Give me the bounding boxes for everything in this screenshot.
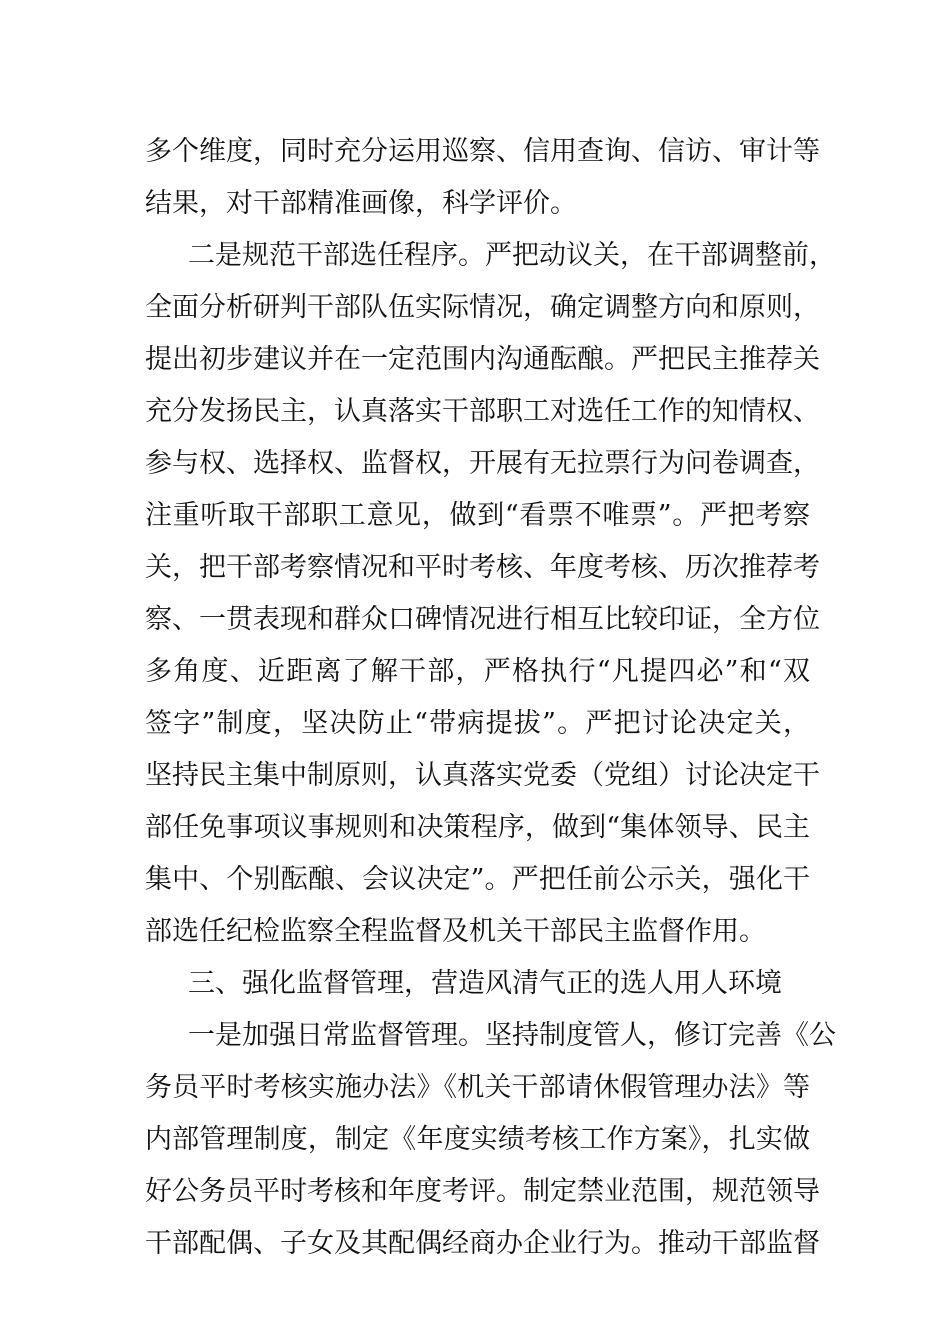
text-line: 部任免事项议事规则和决策程序，做到“集体领导、民主 — [145, 812, 810, 843]
text-line: 内部管理制度，制定《年度实绩考核工作方案》，扎实做 — [145, 1124, 810, 1155]
text-line: 充分发扬民主，认真落实干部职工对选任工作的知情权、 — [145, 396, 820, 427]
paragraph-first-line: 二是规范干部选任程序。严把动议关，在干部调整前， — [188, 240, 836, 271]
text-line: 多角度、近距离了解干部，严格执行“凡提四必”和“双 — [145, 656, 810, 687]
text-line: 多个维度，同时充分运用巡察、信用查询、信访、审计等 — [145, 136, 820, 167]
text-line: 提出初步建议并在一定范围内沟通酝酿。严把民主推荐关 — [145, 344, 820, 375]
text-line: 部选任纪检监察全程监督及机关干部民主监督作用。 — [145, 916, 766, 947]
text-line: 注重听取干部职工意见，做到“看票不唯票”。严把考察 — [145, 500, 810, 531]
text-line: 干部配偶、子女及其配偶经商办企业行为。推动干部监督 — [145, 1228, 820, 1259]
text-line: 结果，对干部精准画像，科学评价。 — [145, 188, 577, 219]
section-heading: 三、强化监督管理，营造风清气正的选人用人环境 — [188, 968, 782, 999]
text-line: 集中、个别酝酿、会议决定”。严把任前公示关，强化干 — [145, 864, 810, 895]
text-line: 全面分析研判干部队伍实际情况，确定调整方向和原则， — [145, 292, 820, 323]
text-line: 参与权、选择权、监督权，开展有无拉票行为问卷调查， — [145, 448, 820, 479]
text-line: 关，把干部考察情况和平时考核、年度考核、历次推荐考 — [145, 552, 820, 583]
text-line: 察、一贯表现和群众口碑情况进行相互比较印证，全方位 — [145, 604, 820, 635]
text-line: 好公务员平时考核和年度考评。制定禁业范围，规范领导 — [145, 1176, 820, 1207]
text-line: 签字”制度，坚决防止“带病提拔”。严把讨论决定关， — [145, 708, 810, 739]
paragraph-first-line: 一是加强日常监督管理。坚持制度管人，修订完善《公 — [188, 1020, 836, 1051]
text-line: 坚持民主集中制原则，认真落实党委（党组）讨论决定干 — [145, 760, 820, 791]
text-line: 务员平时考核实施办法》《机关干部请休假管理办法》等 — [145, 1072, 810, 1103]
